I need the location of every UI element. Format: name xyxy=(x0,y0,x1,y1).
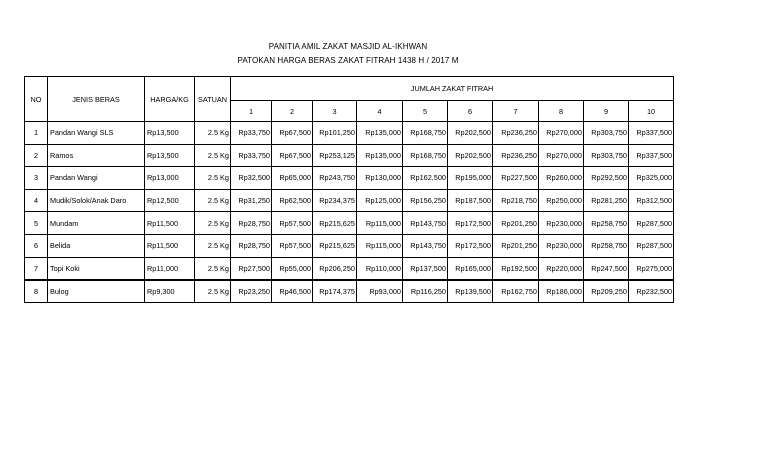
header-col-2: 2 xyxy=(272,101,313,122)
cell-zakat-6: Rp172,500 xyxy=(448,212,493,235)
cell-zakat-10: Rp337,500 xyxy=(629,144,674,167)
cell-zakat-5: Rp143,750 xyxy=(403,234,448,257)
cell-zakat-2: Rp67,500 xyxy=(272,122,313,145)
cell-harga: Rp11,500 xyxy=(145,212,195,235)
cell-zakat-2: Rp57,500 xyxy=(272,234,313,257)
header-col-9: 9 xyxy=(584,101,629,122)
cell-zakat-9: Rp303,750 xyxy=(584,122,629,145)
cell-jenis-beras: Pandan Wangi xyxy=(48,167,145,190)
cell-harga: Rp9,300 xyxy=(145,280,195,303)
cell-zakat-8: Rp270,000 xyxy=(539,144,584,167)
cell-jenis-beras: Belida xyxy=(48,234,145,257)
cell-satuan: 2.5 Kg xyxy=(195,122,231,145)
cell-zakat-5: Rp156,250 xyxy=(403,189,448,212)
cell-zakat-4: Rp125,000 xyxy=(357,189,403,212)
cell-jenis-beras: Mudik/Solok/Anak Daro xyxy=(48,189,145,212)
cell-zakat-2: Rp67,500 xyxy=(272,144,313,167)
cell-no: 8 xyxy=(25,280,48,303)
header-col-1: 1 xyxy=(231,101,272,122)
cell-zakat-9: Rp292,500 xyxy=(584,167,629,190)
cell-zakat-1: Rp27,500 xyxy=(231,257,272,280)
cell-zakat-8: Rp230,000 xyxy=(539,234,584,257)
cell-no: 2 xyxy=(25,144,48,167)
cell-zakat-4: Rp135,000 xyxy=(357,144,403,167)
cell-zakat-10: Rp232,500 xyxy=(629,280,674,303)
cell-zakat-5: Rp137,500 xyxy=(403,257,448,280)
cell-harga: Rp13,500 xyxy=(145,122,195,145)
cell-zakat-9: Rp281,250 xyxy=(584,189,629,212)
table-row xyxy=(25,212,674,235)
cell-zakat-7: Rp192,500 xyxy=(493,257,539,280)
cell-zakat-2: Rp55,000 xyxy=(272,257,313,280)
header-jumlah-zakat: JUMLAH ZAKAT FITRAH xyxy=(231,77,674,101)
cell-zakat-1: Rp31,250 xyxy=(231,189,272,212)
cell-zakat-7: Rp236,250 xyxy=(493,122,539,145)
cell-zakat-8: Rp230,000 xyxy=(539,212,584,235)
cell-zakat-1: Rp32,500 xyxy=(231,167,272,190)
cell-satuan: 2.5 Kg xyxy=(195,212,231,235)
cell-zakat-4: Rp115,000 xyxy=(357,212,403,235)
cell-zakat-10: Rp287,500 xyxy=(629,234,674,257)
cell-zakat-7: Rp236,250 xyxy=(493,144,539,167)
cell-zakat-9: Rp258,750 xyxy=(584,234,629,257)
cell-jenis-beras: Topi Koki xyxy=(48,257,145,280)
cell-jenis-beras: Ramos xyxy=(48,144,145,167)
cell-zakat-7: Rp227,500 xyxy=(493,167,539,190)
cell-harga: Rp11,000 xyxy=(145,257,195,280)
title-line-1: PANITIA AMIL ZAKAT MASJID AL-IKHWAN xyxy=(268,42,428,51)
cell-zakat-6: Rp172,500 xyxy=(448,234,493,257)
cell-zakat-6: Rp139,500 xyxy=(448,280,493,303)
cell-zakat-9: Rp303,750 xyxy=(584,144,629,167)
cell-zakat-3: Rp206,250 xyxy=(313,257,357,280)
cell-zakat-8: Rp270,000 xyxy=(539,122,584,145)
cell-zakat-3: Rp243,750 xyxy=(313,167,357,190)
table-row xyxy=(25,167,674,190)
header-col-10: 10 xyxy=(629,101,674,122)
cell-zakat-3: Rp101,250 xyxy=(313,122,357,145)
table-row xyxy=(25,144,674,167)
cell-jenis-beras: Bulog xyxy=(48,280,145,303)
cell-zakat-6: Rp202,500 xyxy=(448,144,493,167)
cell-zakat-3: Rp253,125 xyxy=(313,144,357,167)
header-col-6: 6 xyxy=(448,101,493,122)
cell-zakat-7: Rp201,250 xyxy=(493,234,539,257)
header-jenis-beras: JENIS BERAS xyxy=(48,77,145,122)
table-row xyxy=(25,280,674,303)
cell-harga: Rp11,500 xyxy=(145,234,195,257)
cell-zakat-2: Rp57,500 xyxy=(272,212,313,235)
cell-zakat-7: Rp218,750 xyxy=(493,189,539,212)
cell-harga: Rp13,000 xyxy=(145,167,195,190)
cell-zakat-1: Rp28,750 xyxy=(231,234,272,257)
cell-zakat-6: Rp195,000 xyxy=(448,167,493,190)
title-line-2: PATOKAN HARGA BERAS ZAKAT FITRAH 1438 H / 2017 M xyxy=(237,56,459,65)
cell-zakat-1: Rp33,750 xyxy=(231,122,272,145)
cell-zakat-8: Rp260,000 xyxy=(539,167,584,190)
cell-zakat-1: Rp28,750 xyxy=(231,212,272,235)
cell-no: 6 xyxy=(25,234,48,257)
cell-satuan: 2.5 Kg xyxy=(195,144,231,167)
cell-jenis-beras: Pandan Wangi SLS xyxy=(48,122,145,145)
cell-zakat-7: Rp201,250 xyxy=(493,212,539,235)
cell-harga: Rp12,500 xyxy=(145,189,195,212)
cell-zakat-3: Rp234,375 xyxy=(313,189,357,212)
cell-no: 4 xyxy=(25,189,48,212)
cell-zakat-10: Rp275,000 xyxy=(629,257,674,280)
cell-zakat-4: Rp115,000 xyxy=(357,234,403,257)
header-col-8: 8 xyxy=(539,101,584,122)
zakat-price-table xyxy=(24,76,674,303)
header-col-3: 3 xyxy=(313,101,357,122)
cell-satuan: 2.5 Kg xyxy=(195,167,231,190)
cell-zakat-1: Rp23,250 xyxy=(231,280,272,303)
header-col-5: 5 xyxy=(403,101,448,122)
table-row xyxy=(25,257,674,280)
cell-jenis-beras: Mundam xyxy=(48,212,145,235)
cell-zakat-10: Rp287,500 xyxy=(629,212,674,235)
cell-no: 3 xyxy=(25,167,48,190)
cell-zakat-9: Rp258,750 xyxy=(584,212,629,235)
cell-no: 1 xyxy=(25,122,48,145)
cell-zakat-3: Rp215,625 xyxy=(313,212,357,235)
cell-satuan: 2.5 Kg xyxy=(195,280,231,303)
cell-zakat-10: Rp325,000 xyxy=(629,167,674,190)
cell-zakat-7: Rp162,750 xyxy=(493,280,539,303)
cell-zakat-4: Rp135,000 xyxy=(357,122,403,145)
cell-zakat-8: Rp186,000 xyxy=(539,280,584,303)
cell-zakat-5: Rp116,250 xyxy=(403,280,448,303)
cell-zakat-10: Rp337,500 xyxy=(629,122,674,145)
cell-zakat-10: Rp312,500 xyxy=(629,189,674,212)
table-row xyxy=(25,122,674,145)
cell-satuan: 2.5 Kg xyxy=(195,257,231,280)
header-col-7: 7 xyxy=(493,101,539,122)
cell-zakat-9: Rp247,500 xyxy=(584,257,629,280)
cell-zakat-6: Rp165,000 xyxy=(448,257,493,280)
cell-zakat-4: Rp110,000 xyxy=(357,257,403,280)
cell-no: 7 xyxy=(25,257,48,280)
title-block xyxy=(0,40,696,68)
cell-zakat-5: Rp162,500 xyxy=(403,167,448,190)
cell-zakat-4: Rp93,000 xyxy=(357,280,403,303)
cell-zakat-8: Rp250,000 xyxy=(539,189,584,212)
header-harga-kg: HARGA/KG xyxy=(145,77,195,122)
table-row xyxy=(25,189,674,212)
header-satuan: SATUAN xyxy=(195,77,231,122)
cell-zakat-3: Rp174,375 xyxy=(313,280,357,303)
cell-zakat-3: Rp215,625 xyxy=(313,234,357,257)
cell-no: 5 xyxy=(25,212,48,235)
cell-zakat-5: Rp168,750 xyxy=(403,122,448,145)
cell-satuan: 2.5 Kg xyxy=(195,189,231,212)
cell-zakat-6: Rp187,500 xyxy=(448,189,493,212)
header-col-4: 4 xyxy=(357,101,403,122)
cell-harga: Rp13,500 xyxy=(145,144,195,167)
header-no: NO xyxy=(25,77,48,122)
cell-zakat-4: Rp130,000 xyxy=(357,167,403,190)
cell-zakat-6: Rp202,500 xyxy=(448,122,493,145)
cell-zakat-5: Rp143,750 xyxy=(403,212,448,235)
cell-satuan: 2.5 Kg xyxy=(195,234,231,257)
cell-zakat-2: Rp46,500 xyxy=(272,280,313,303)
cell-zakat-2: Rp62,500 xyxy=(272,189,313,212)
cell-zakat-2: Rp65,000 xyxy=(272,167,313,190)
cell-zakat-8: Rp220,000 xyxy=(539,257,584,280)
cell-zakat-5: Rp168,750 xyxy=(403,144,448,167)
cell-zakat-1: Rp33,750 xyxy=(231,144,272,167)
cell-zakat-9: Rp209,250 xyxy=(584,280,629,303)
table-row xyxy=(25,234,674,257)
